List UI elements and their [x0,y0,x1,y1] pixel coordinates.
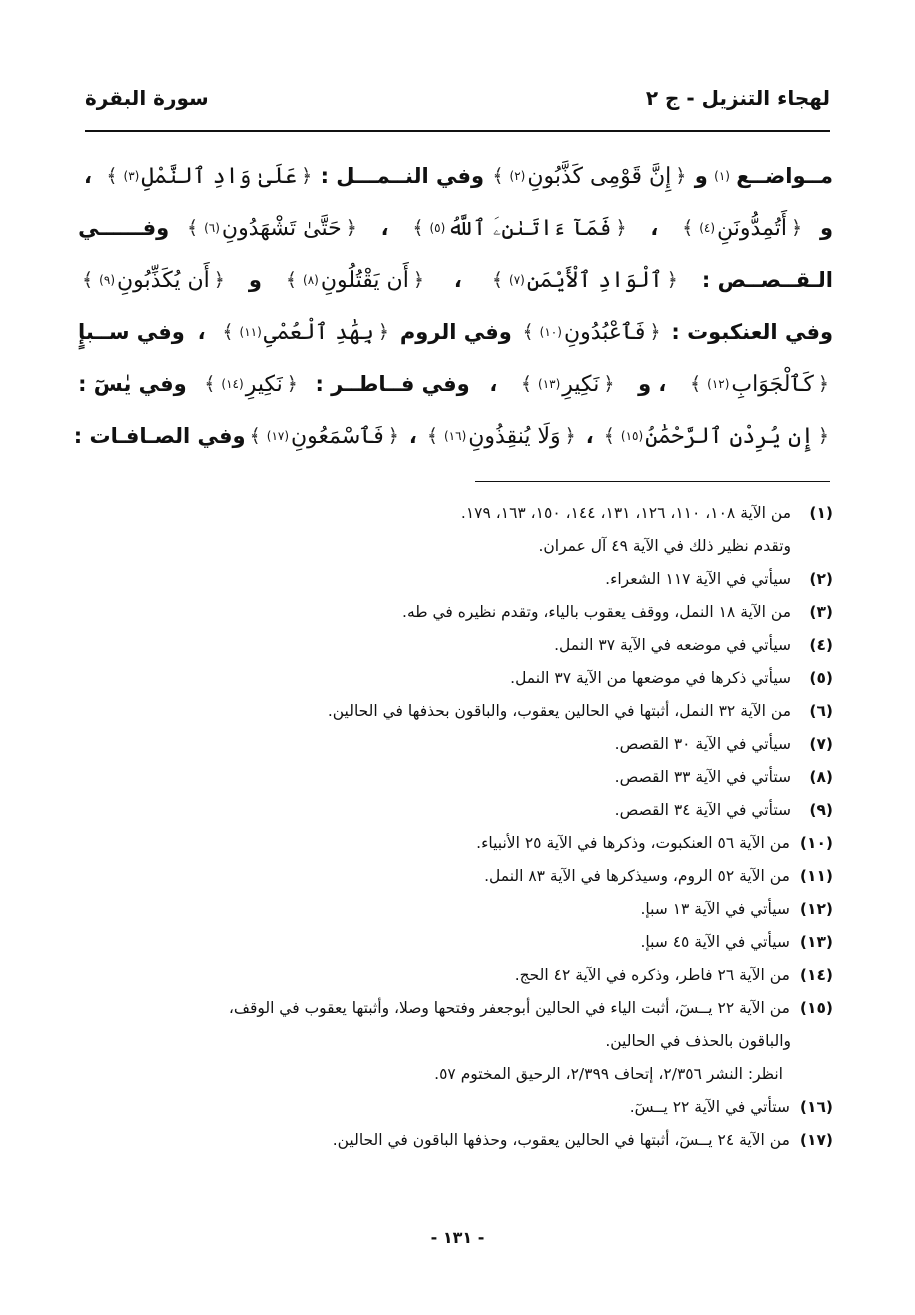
text-word: وفي العنكبوت : [671,320,833,344]
footnote-divider [475,481,830,482]
quran-text: بِهَٰدِ ٱلْعُمْىِ [263,319,374,345]
footnote-number: (٤) [809,636,833,654]
footnote-number: (١٦) [799,1098,833,1116]
footnote-ref: (١٢) [707,377,730,391]
page-header [85,86,830,116]
quran-text: فَمَآ ءَاتَىٰنِۦَ ٱللَّهُ [447,215,612,241]
footnote-text: من الآية ٥٦ العنكبوت، وذكرها في الآية ٢٥ الأنبياء. [476,834,790,852]
ornament-close-icon: ﴾ [491,269,504,291]
footnote-text: سيأتي في الآية ٤٥ سبإ. [640,933,790,951]
footnote-text: وتقدم نظير ذلك في الآية ٤٩ آل عمران. [538,537,791,555]
footnote-text: والباقون بالحذف في الحالين. [605,1032,791,1050]
footnote-ref: (١٣) [538,377,561,391]
separator: ، و [638,372,667,396]
ornament-open-icon: ﴿ [817,373,829,395]
footnote-text: من الآية ٢٦ فاطر، وذكره في الآية ٤٢ الحج. [514,966,790,984]
ornament-open-icon: ﴿ [345,217,357,239]
footnote [80,662,833,695]
ornament-open-icon: ﴿ [649,321,661,343]
footnote-ref: (٤) [699,221,716,235]
footnote-ref: (٥) [429,221,446,235]
separator: ، [408,424,417,448]
ornament-open-icon: ﴿ [564,425,576,447]
footnote-text: من الآية ٥٢ الروم، وسيذكرها في الآية ٨٣ النمل. [484,867,790,885]
footnote-ref: (١١) [239,325,262,339]
separator: ، [489,372,498,396]
footnote-number: (١) [809,504,833,522]
quran-quote [678,216,806,241]
quran-text: أَن يَقْتُلُونِ [320,267,409,293]
text-word: مــواضــع [736,164,833,188]
quran-quote [519,320,665,345]
quran-quote [686,372,833,397]
quran-quote [600,424,833,449]
footnote-number: (١٣) [799,933,833,951]
footnote-number: (٨) [809,768,833,786]
separator: ، [197,320,206,344]
footnote [80,728,833,761]
separator: ، [84,164,93,188]
header-divider [85,130,830,132]
footnote-number: (٣) [809,603,833,621]
text-word: وفي ســبإٍ [78,320,185,344]
ornament-open-icon: ﴿ [615,217,627,239]
footnote [80,860,833,893]
footnote-number: (١٢) [799,900,833,918]
quran-text: ٱلْوَادِ ٱلْأَيْمَنِ [526,267,663,293]
footnotes [80,497,833,1157]
footnote [80,893,833,926]
ornament-close-icon: ﴾ [520,373,533,395]
quran-text: وَلَا يُنقِذُونِ [468,423,561,449]
footnote [80,596,833,629]
ornament-open-icon: ﴿ [675,165,687,187]
footnote-text: سيأتي في موضعه في الآية ٣٧ النمل. [554,636,791,654]
quran-quote [218,320,393,345]
separator: ، [380,216,389,240]
text-line [73,410,833,462]
text-word: و [694,164,708,188]
quran-text: نَكِيرِ [562,371,600,397]
footnote-number: (١١) [799,867,833,885]
book-title: لهجاء التنزيل - ج ٢ [645,86,830,110]
footnote [80,1124,833,1157]
quran-text: إِنَّ قَوْمِى كَذَّبُونِ [527,163,672,189]
footnote-ref: (١٥) [620,429,644,443]
footnote-text: سيأتي ذكرها في موضعها من الآية ٣٧ النمل. [510,669,791,687]
footnote-text: ستأتي في الآية ٣٤ القصص. [614,801,791,819]
text-line [78,150,833,202]
footnote-ref: (٩) [99,273,115,287]
quran-text: فَٱسْمَعُونِ [291,423,384,449]
text-line [78,358,833,410]
text-word: الـقــصــص : [701,268,833,292]
quran-quote [183,216,361,241]
ornament-close-icon: ﴾ [186,217,199,239]
quran-text: أَن يُكَذِّبُونِ [117,267,210,293]
footnote-number: (٧) [809,735,833,753]
ornament-close-icon: ﴾ [204,373,216,395]
footnote-ref: (٣) [123,169,140,183]
footnote-text: سيأتي في الآية ١١٧ الشعراء. [605,570,791,588]
ornament-close-icon: ﴾ [285,269,298,291]
footnote [80,761,833,794]
footnote-number: (١٠) [799,834,833,852]
footnote [80,497,833,530]
quran-quote [488,164,690,189]
ornament-close-icon: ﴾ [682,217,694,239]
footnote-ref: (١٦) [443,429,467,443]
text-word: وفي فــاطــر : [315,372,470,396]
footnote-ref: (١) [714,169,730,183]
ornament-close-icon: ﴾ [426,425,438,447]
text-line [78,254,833,306]
text-word: وفي الروم [399,320,512,344]
quran-quote [246,424,403,449]
footnote-text: سيأتي في الآية ٣٠ القصص. [614,735,791,753]
footnote-text: من الآية ١٨ النمل، ووقف يعقوب بالياء، وتقدم نظيره في طه. [402,603,791,621]
footnote [80,992,833,1025]
ornament-open-icon: ﴿ [301,165,313,187]
ornament-close-icon: ﴾ [522,321,534,343]
ornament-open-icon: ﴿ [213,269,225,291]
footnote-ref: (١٧) [266,429,290,443]
separator: ، [650,216,659,240]
quran-quote [517,372,619,397]
ornament-close-icon: ﴾ [249,425,261,447]
footnote-number: (٥) [809,669,833,687]
quran-text: كَٱلْجَوَابِ [731,371,814,397]
text-line [78,306,833,358]
footnote-ref: (١٤) [221,377,244,391]
quran-quote [102,164,316,189]
footnote-number: (٩) [809,801,833,819]
quran-text: إِن يُرِدْنِ ٱلرَّحْمَٰنُ [645,423,814,449]
surah-name: سورة البقرة [85,86,209,110]
footnote-text: انظر: النشر ٢/٣٥٦، إتحاف ٢/٣٩٩، الرحيق المختوم ٥٧. [434,1065,783,1083]
footnote [80,530,833,563]
footnote-number: (١٥) [799,999,833,1017]
text-word: وفي الصـافـات : [73,424,246,448]
footnote-ref: (٢) [509,169,526,183]
ornament-close-icon: ﴾ [412,217,424,239]
footnote-text: ستأتي في الآية ٢٢ يــسٓ. [629,1098,790,1116]
footnote [80,1091,833,1124]
ornament-close-icon: ﴾ [82,269,94,291]
ornament-open-icon: ﴿ [817,425,829,447]
footnote [80,959,833,992]
quran-quote [423,424,580,449]
quran-quote [408,216,630,241]
footnote [80,1025,833,1058]
text-line [78,202,833,254]
footnote [80,629,833,662]
ornament-close-icon: ﴾ [492,165,504,187]
quran-text: فَٱعْبُدُونِ [563,319,646,345]
ornament-open-icon: ﴿ [666,269,678,291]
quran-text: حَتَّىٰ تَشْهَدُونِ [221,215,342,241]
text-word: و [819,216,833,240]
text-word: وفي يٰسٓ : [78,372,187,396]
footnote-ref: (١٠) [539,325,562,339]
ornament-open-icon: ﴿ [791,217,803,239]
quran-text: نَكِيرِ [245,371,283,397]
footnote-number: (٢) [809,570,833,588]
ornament-open-icon: ﴿ [387,425,399,447]
text-word: وفي النــمـــل : [320,164,485,188]
ornament-close-icon: ﴾ [222,321,234,343]
footnote-ref: (٦) [204,221,220,235]
quran-quote [200,372,302,397]
footnote-ref: (٨) [303,273,319,287]
footnote-text: ستأتي في الآية ٣٣ القصص. [614,768,791,786]
ornament-close-icon: ﴾ [689,373,702,395]
ornament-open-icon: ﴿ [286,373,298,395]
ornament-close-icon: ﴾ [603,425,615,447]
ornament-open-icon: ﴿ [377,321,390,343]
quran-quote [282,268,428,293]
quran-text: أَتُمِدُّونَنِ [717,215,788,241]
separator: ، [453,268,462,292]
page-number: - ١٣١ - [430,1228,485,1247]
footnote [80,926,833,959]
footnote [80,827,833,860]
footnote-number: (١٤) [799,966,833,984]
ornament-open-icon: ﴿ [412,269,424,291]
footnote-ref: (٧) [509,273,525,287]
footnote-number: (٦) [809,702,833,720]
ornament-close-icon: ﴾ [106,165,118,187]
footnote [80,695,833,728]
footnote-text: من الآية ٢٤ يــسٓ، أثبتها في الحالين يعقوب، وحذفها الباقون في الحالين. [332,1131,790,1149]
text-word: وفــــــي [78,216,170,240]
quran-text: عَلَىٰ وَادِ ٱلنَّمْلِ [141,163,298,189]
footnote-text: من الآية ٢٢ يــسٓ، أثبت الياء في الحالين أبوجعفر وفتحها وصلا، وأثبتها يعقوب في الوقف، [228,999,790,1017]
text-word: و [248,268,262,292]
ornament-open-icon: ﴿ [603,373,615,395]
footnote-number: (١٧) [799,1131,833,1149]
quran-quote [488,268,682,293]
separator: ، [585,424,594,448]
footnote-text: سيأتي في الآية ١٣ سبإ. [640,900,790,918]
footnote [80,794,833,827]
main-text [73,150,833,462]
footnote-text: من الآية ٣٢ النمل، أثبتها في الحالين يعقوب، والباقون بحذفها في الحالين. [327,702,791,720]
footnote [80,563,833,596]
quran-quote [78,268,229,293]
footnote [80,1058,833,1091]
footnote-text: من الآية ١٠٨، ١١٠، ١٢٦، ١٣١، ١٤٤، ١٥٠، ١٦٣، ١٧٩. [460,504,791,522]
